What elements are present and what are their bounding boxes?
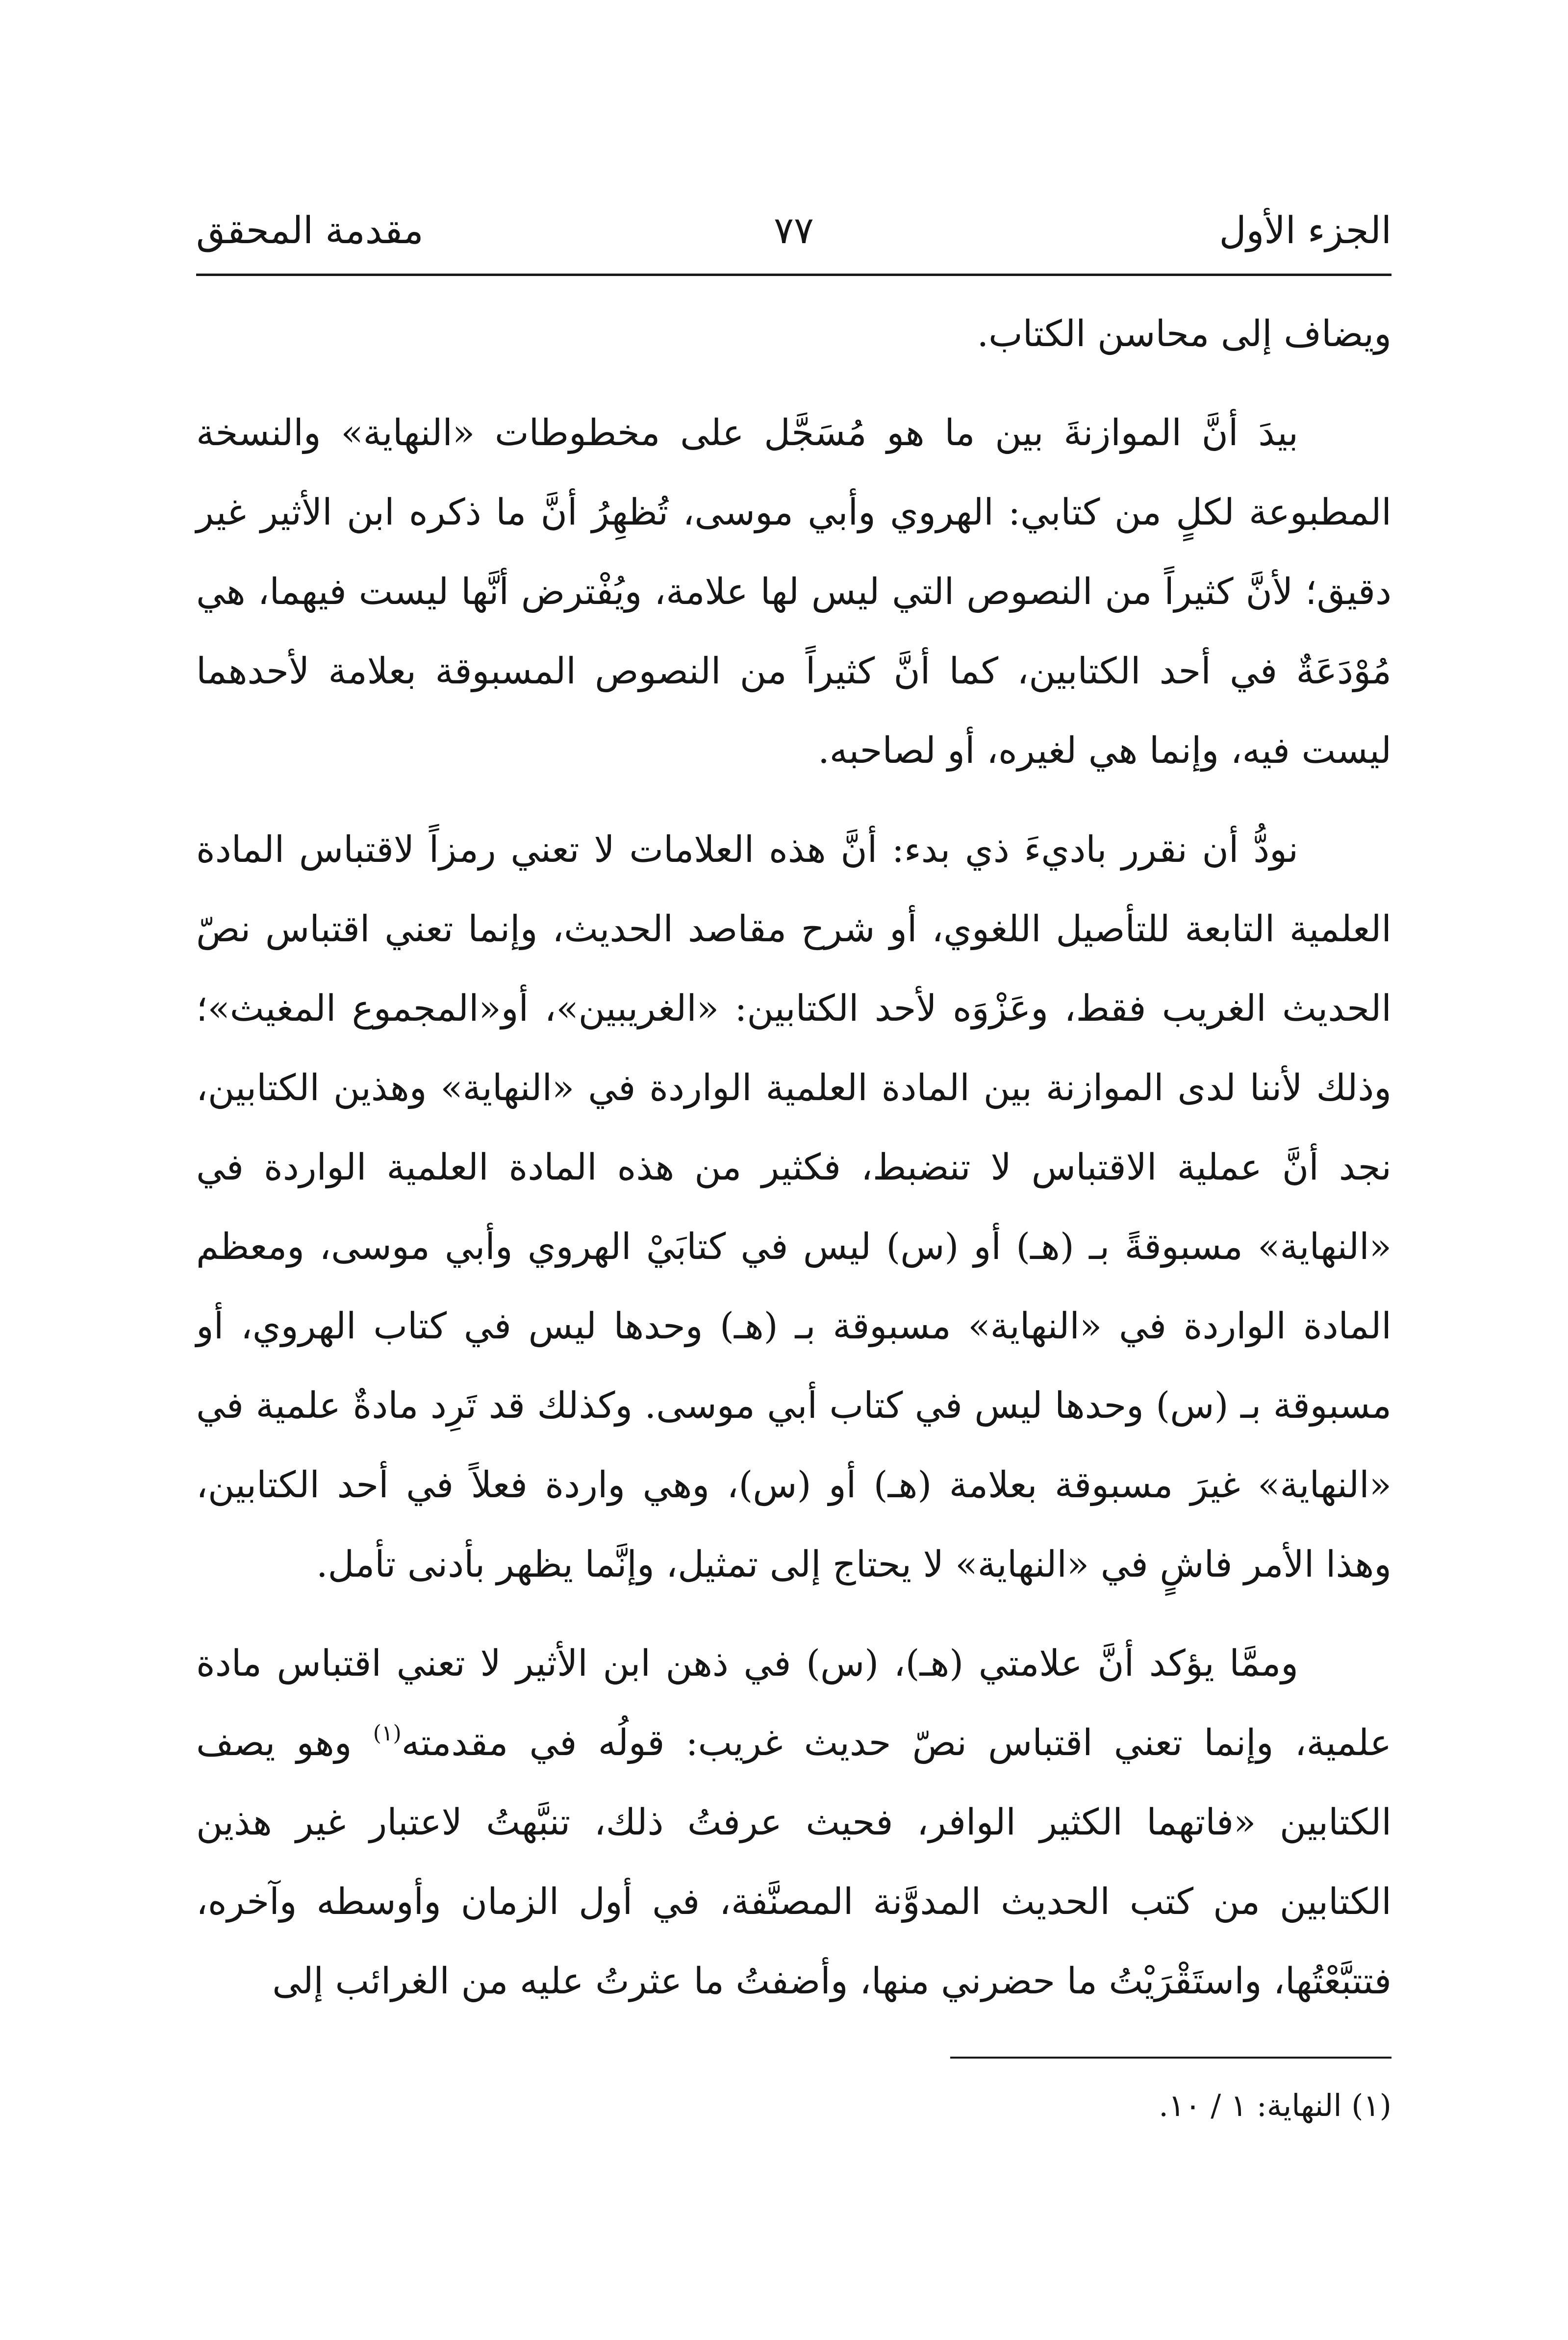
paragraph-2: بيدَ أنَّ الموازنةَ بين ما هو مُسَجَّل على مخطوطات «النهاية» والنسخة المطبوعة لكلٍ من كتابي: الهروي وأبي موسى، تُظهِرُ أنَّ ما ذكره ابن الأثير غير دقيق؛ لأنَّ كثيراً من النصوص التي ليس لها علامة، ويُفْترض أنَّها ليست فيهما، هي مُوْدَعَةٌ في أحد الكتابين، كما أنَّ كثيراً من النصوص المسبوقة بعلامة لأحدهما ليست فيه، وإنما هي لغيره، أو لصاحبه. — [196, 412, 1391, 772]
running-header — [196, 206, 1391, 279]
page-number: ٧٧ — [774, 208, 814, 252]
header-divider — [196, 274, 1391, 276]
footnote: (١) النهاية: ١ / ١٠. — [1159, 2088, 1391, 2123]
paragraph-1: ويضاف إلى محاسن الكتاب. — [977, 313, 1391, 355]
header-part-label: الجزء الأول — [1219, 208, 1391, 252]
paragraph-4-start: وممَّا يؤكد أنَّ علامتي (هـ)، (س) في ذهن ابن الأثير لا تعني اقتباس مادة علمية، وإنما تعني اقتباس نصّ حديث غريب: قولُه في مقدمته — [196, 1642, 1391, 1764]
paragraph-3: نودُّ أن نقرر باديءَ ذي بدء: أنَّ هذه العلامات لا تعني رمزاً لاقتباس المادة العلمية التابعة للتأصيل اللغوي، أو شرح مقاصد الحديث، وإنما تعني اقتباس نصّ الحديث الغريب فقط، وعَزْوَه لأحد الكتابين: «الغريبين»، أو«المجموع المغيث»؛ وذلك لأننا لدى الموازنة بين المادة العلمية الواردة في «النهاية» وهذين الكتابين، نجد أنَّ عملية الاقتباس لا تنضبط، فكثير من هذه المادة العلمية الواردة في «النهاية» مسبوقةً بـ (هـ) أو (س) ليس في كتابَيْ الهروي وأبي موسى، ومعظم المادة الواردة في «النهاية» مسبوقة بـ (هـ) وحدها ليس في كتاب الهروي، أو مسبوقة بـ (س) وحدها ليس في كتاب أبي موسى. وكذلك قد تَرِد مادةٌ علمية في «النهاية» غيرَ مسبوقة بعلامة (هـ) أو (س)، وهي واردة فعلاً في أحد الكتابين، وهذا الأمر فاشٍ في «النهاية» لا يحتاج إلى تمثيل، وإنَّما يظهر بأدنى تأمل. — [196, 829, 1391, 1585]
paragraph-4 — [196, 1624, 1391, 2021]
paragraph-4-end: وهو يصف الكتابين «فاتهما الكثير الوافر، فحيث عرفتُ ذلك، تنبَّهتُ لاعتبار غير هذين الكتابين من كتب الحديث المدوَّنة المصنَّفة، في أول الزمان وأوسطه وآخره، فتتبَّعْتُها، واستَقْرَيْتُ ما حضرني منها، وأضفتُ ما عثرتُ عليه من الغرائب إلى — [196, 1722, 1391, 2002]
footnote-reference[interactable]: (١) — [373, 1721, 402, 1746]
header-section-title: مقدمة المحقق — [196, 208, 424, 252]
main-text — [196, 294, 1391, 2040]
footnote-divider — [950, 2057, 1391, 2059]
